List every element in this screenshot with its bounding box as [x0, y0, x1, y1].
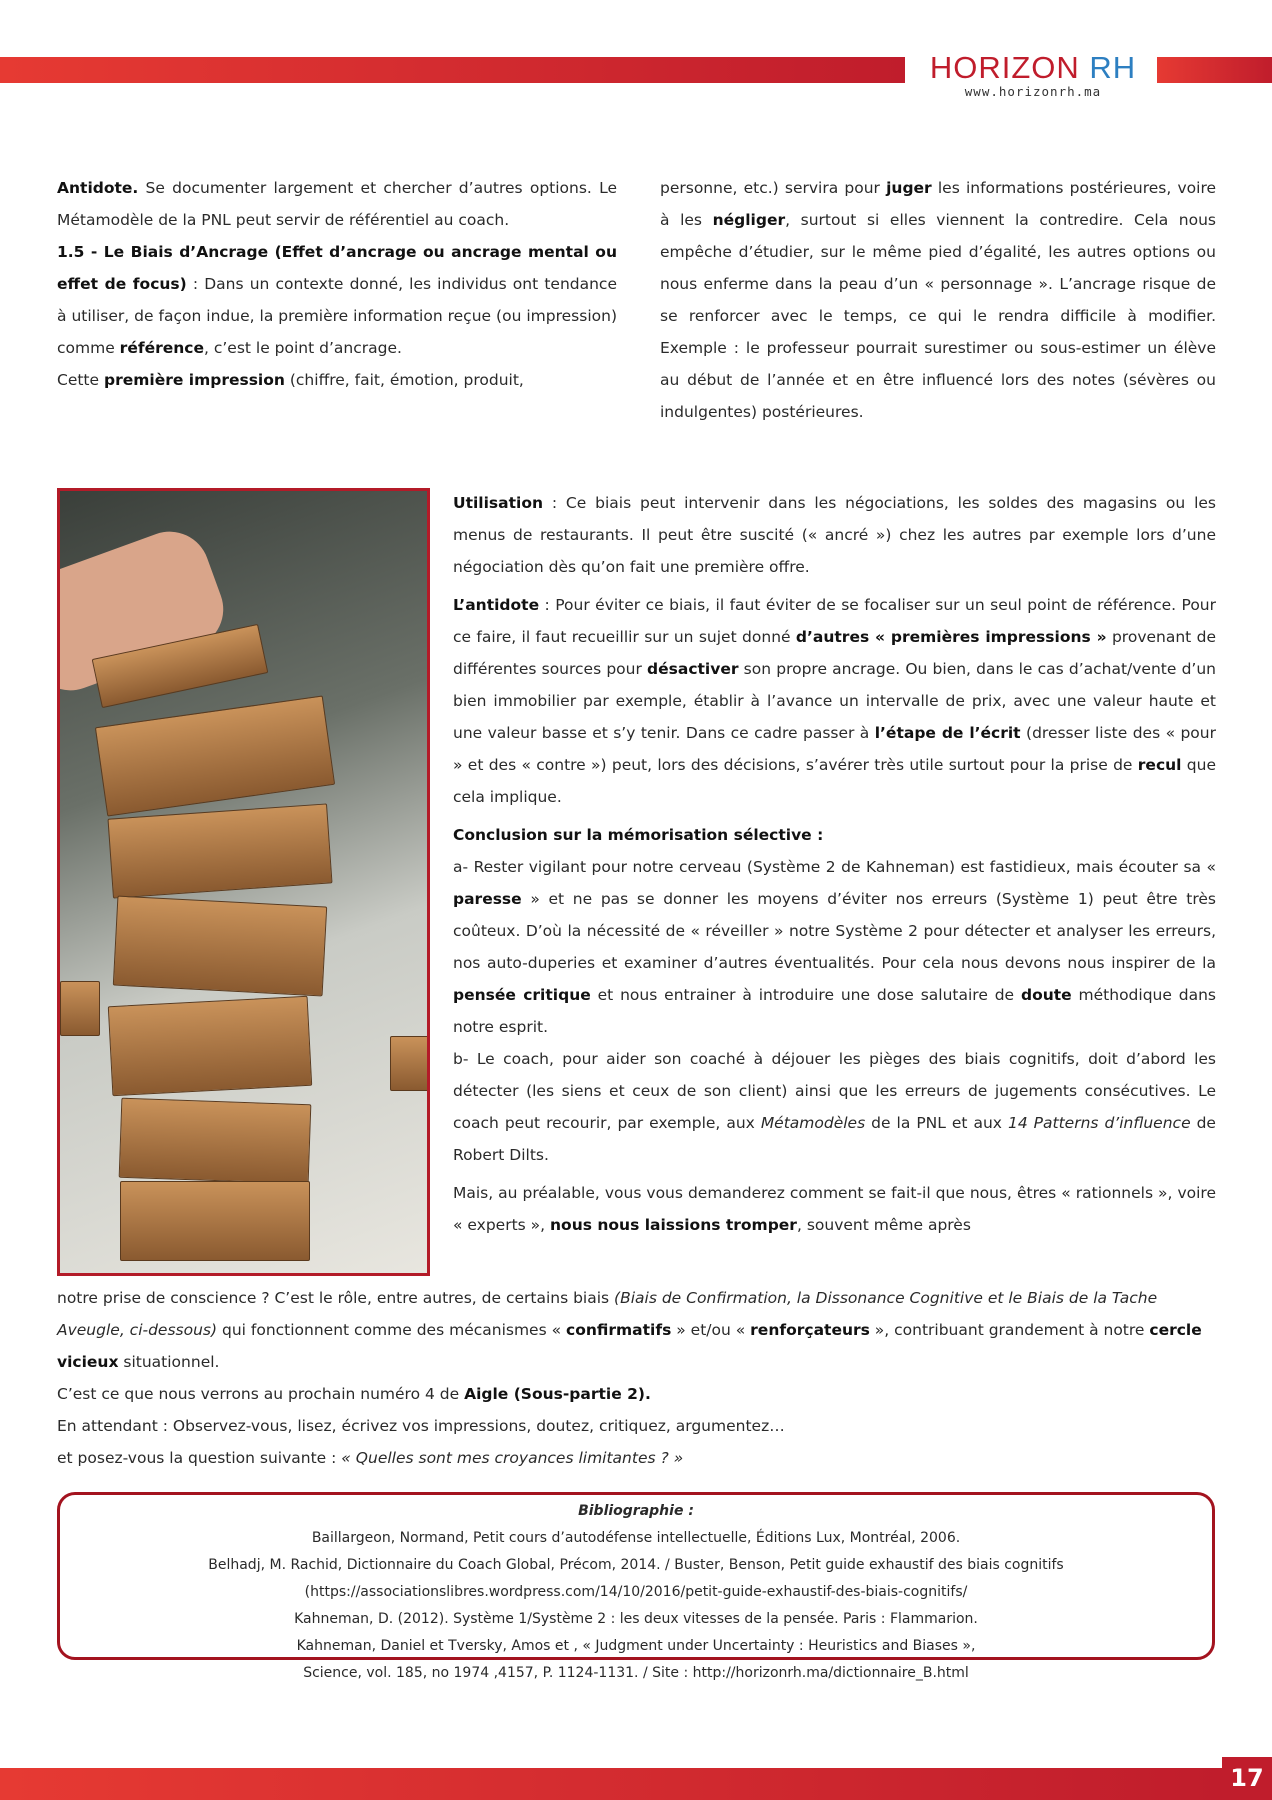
text: provenant de différentes sources pour: [453, 628, 1216, 678]
text: que cela implique.: [453, 756, 1216, 806]
text: Mais, au préalable, vous vous demanderez comment se fait-il que nous, êtres « rationnels », voire « experts »,: [453, 1184, 1216, 1234]
wood-block: [113, 896, 327, 997]
wood-block: [120, 1181, 310, 1261]
text: b- Le coach, pour aider son coaché à déjouer les pièges des biais cognitifs, doit d’abord les détecter (les siens et ceux de son client) ainsi que les erreurs de jugements consécutives. Le coach peut recourir, par exemple, aux: [453, 1050, 1216, 1132]
left-column: [57, 172, 617, 396]
bibliography-entry: Science, vol. 185, no 1974 ,4157, P. 1124-1131. / Site : http://horizonrh.ma/dictionnaire_B.html: [303, 1665, 969, 1681]
bold-text: juger: [886, 179, 932, 197]
text: » et ne pas se donner les moyens d’éviter nos erreurs (Système 1) peut être très coûteux. D’où la nécessité de « réveiller » notre Système 2 pour détecter et analyser les erreurs, nos auto-duperies et examiner d’autres éventualités. Pour cela nous devons nous inspirer de la: [453, 890, 1216, 972]
paragraph: [57, 1410, 1217, 1442]
text: Se documenter largement et chercher d’autres options. Le Métamodèle de la PNL peut servir de référentiel au coach.: [57, 179, 617, 229]
text: : Pour éviter ce biais, il faut éviter de se focaliser sur un seul point de référence. Pour ce faire, il faut recueillir sur un sujet donné: [453, 596, 1216, 646]
text: de Robert Dilts.: [453, 1114, 1216, 1164]
text: a- Rester vigilant pour notre cerveau (Système 2 de Kahneman) est fastidieux, mais écouter sa «: [453, 858, 1216, 876]
horizon-rh-logo: [918, 52, 1148, 99]
text: , souvent même après: [796, 1216, 971, 1234]
wood-block: [95, 695, 335, 816]
bold-text: nous nous laissions tromper: [550, 1216, 797, 1234]
wood-block: [119, 1098, 312, 1185]
bold-text: doute: [1020, 986, 1072, 1004]
text: », contribuant grandement à notre: [869, 1321, 1150, 1339]
text: , surtout si elles viennent la contredire. Cela nous empêche d’étudier, sur le même pied d’égalité, les autres options ou nous enferme dans la peau d’un « personnage ». L’ancrage risque de se renforcer avec le temps, ce qui le rendra difficile à modifier. Exemple : le professeur pourrait surestimer ou sous-estimer un élève au début de l’année et en être influencé lors des notes (sévères ou indulgentes) postérieures.: [660, 211, 1216, 421]
bibliography-entry: Kahneman, D. (2012). Système 1/Système 2 : les deux vitesses de la pensée. Paris : Flammarion.: [294, 1611, 978, 1627]
header-red-bar-right: [1157, 57, 1272, 83]
bold-text: première impression: [103, 371, 285, 389]
bold-text: confirmatifs: [566, 1321, 672, 1339]
wood-block: [390, 1036, 430, 1091]
paragraph: [57, 1378, 1217, 1410]
text: » et/ou «: [671, 1321, 751, 1339]
bold-text: d’autres « premières impressions »: [795, 628, 1107, 646]
paragraph: [453, 589, 1216, 813]
main-right-text: [453, 487, 1216, 1247]
text: (dresser liste des « pour » et des « contre ») peut, lors des décisions, s’avérer très utile surtout pour la prise de: [453, 724, 1216, 774]
bold-text: cercle vicieux: [57, 1321, 1202, 1371]
text: , c’est le point d’ancrage.: [203, 339, 402, 357]
paragraph: [57, 1282, 1217, 1378]
bold-text: Antidote.: [57, 179, 139, 197]
text: En attendant : Observez-vous, lisez, écrivez vos impressions, doutez, critiquez, argumentez…: [57, 1417, 785, 1435]
bold-text: négliger: [712, 211, 786, 229]
text: qui fonctionnent comme des mécanismes «: [217, 1321, 567, 1339]
text: de la PNL et aux: [865, 1114, 1008, 1132]
text: et posez-vous la question suivante :: [57, 1449, 342, 1467]
header-red-bar: [0, 57, 905, 83]
bold-text: recul: [1137, 756, 1182, 774]
paragraph: [57, 1442, 1217, 1474]
text: son propre ancrage. Ou bien, dans le cas d’achat/vente d’un bien immobilier par exemple, établir à l’avance un intervalle de prix, avec une valeur haute et une valeur basse et s’y tenir. Dans ce cadre passer à: [453, 660, 1216, 742]
bold-text: référence: [119, 339, 204, 357]
bold-text: Conclusion sur la mémorisation sélective :: [453, 826, 824, 844]
bold-text: paresse: [453, 890, 522, 908]
page-number: 17: [1222, 1757, 1272, 1800]
brand-accent: RH: [1089, 50, 1137, 85]
bold-text: désactiver: [647, 660, 739, 678]
text: Cette: [57, 371, 104, 389]
bold-text: Aigle (Sous-partie 2).: [464, 1385, 651, 1403]
brand-url: www.horizonrh.ma: [964, 84, 1102, 99]
text: (chiffre, fait, émotion, produit,: [284, 371, 524, 389]
bibliography-entry: Belhadj, M. Rachid, Dictionnaire du Coach Global, Précom, 2014. / Buster, Benson, Petit guide exhaustif des biais cognitifs: [208, 1557, 1064, 1573]
text: et nous entrainer à introduire une dose salutaire de: [590, 986, 1021, 1004]
bold-text: 1.5 - Le Biais d’Ancrage (Effet d’ancrage ou ancrage mental ou effet de focus): [57, 243, 617, 293]
text: les informations postérieures, voire à les: [660, 179, 1217, 229]
paragraph: [57, 172, 617, 236]
bibliography-entry: Kahneman, Daniel et Tversky, Amos et , « Judgment under Uncertainty : Heuristics and Biases »,: [296, 1638, 976, 1654]
wood-block: [108, 996, 312, 1096]
paragraph: [453, 487, 1216, 583]
bold-text: pensée critique: [453, 986, 591, 1004]
wood-block: [107, 803, 332, 898]
italic-text: 14 Patterns d’influence: [1007, 1114, 1191, 1132]
bibliography-box: [57, 1492, 1215, 1681]
italic-text: Métamodèles: [760, 1114, 866, 1132]
bold-text: Utilisation: [453, 494, 544, 512]
bold-text: L’antidote: [453, 596, 540, 614]
brand-name: HORIZON: [929, 50, 1090, 85]
text: personne, etc.) servira pour: [660, 179, 887, 197]
bold-text: renforçateurs: [750, 1321, 870, 1339]
paragraph: [57, 364, 617, 396]
bibliography-title: Bibliographie :: [578, 1503, 694, 1519]
paragraph: [453, 819, 1216, 1171]
text: : Dans un contexte donné, les individus ont tendance à utiliser, de façon indue, la première information reçue (ou impression) comme: [57, 275, 617, 357]
italic-text: « Quelles sont mes croyances limitantes ? »: [341, 1449, 684, 1467]
bibliography-entry: (https://associationslibres.wordpress.com/14/10/2016/petit-guide-exhaustif-des-biais-cognitifs/: [304, 1584, 968, 1600]
text: : Ce biais peut intervenir dans les négociations, les soldes des magasins ou les menus de restaurants. Il peut être suscité (« ancré ») chez les autres par exemple lors d’une négociation dès qu’on fait une première offre.: [453, 494, 1216, 576]
text: notre prise de conscience ? C’est le rôle, entre autres, de certains biais: [57, 1289, 615, 1307]
paragraph: [453, 1177, 1216, 1241]
right-column: [660, 172, 1216, 428]
full-width-text: [57, 1282, 1217, 1474]
text: méthodique dans notre esprit.: [453, 986, 1216, 1036]
jenga-photo: [57, 488, 430, 1276]
paragraph: [660, 172, 1216, 428]
footer-red-bar: [0, 1768, 1222, 1800]
bold-text: l’étape de l’écrit: [874, 724, 1021, 742]
bibliography-entry: Baillargeon, Normand, Petit cours d’autodéfense intellectuelle, Éditions Lux, Montréal, 2006.: [311, 1530, 961, 1546]
paragraph: [57, 236, 617, 364]
italic-text: (Biais de Confirmation, la Dissonance Cognitive et le Biais de la Tache Aveugle, ci-dessous): [57, 1289, 1158, 1339]
text: situationnel.: [118, 1353, 220, 1371]
text: C’est ce que nous verrons au prochain numéro 4 de: [57, 1385, 465, 1403]
wood-block: [60, 981, 100, 1036]
